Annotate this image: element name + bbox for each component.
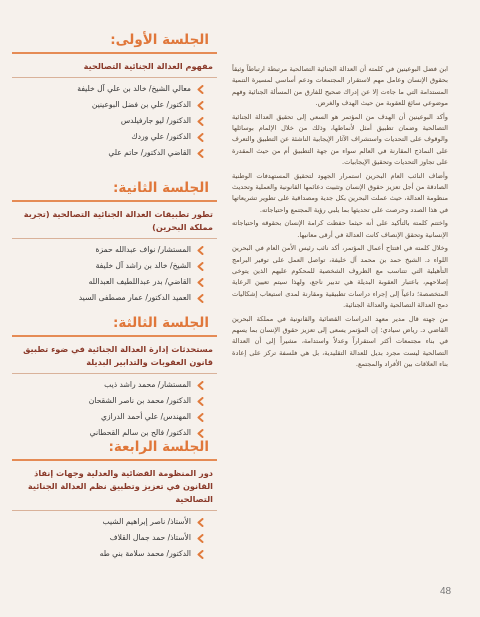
speaker-item [12,82,205,98]
speaker-name: الدكتور/ علي وردك [131,132,191,141]
topic-divider [12,77,217,78]
speaker-item [12,547,205,563]
speaker-item [12,243,205,259]
session-title: الجلسة الرابعة: [108,439,209,455]
session-divider [12,335,217,337]
speaker-item [12,130,205,146]
chevron-icon [196,85,205,94]
speaker-item [12,259,205,275]
speaker-name: الدكتور/ محمد سلامة بني طه [99,549,191,558]
session-topic: دور المنظومة القضائية والعدلية وجهات إنفاذ القانون في تعزيز وتطبيق نظم العدالة الجنائية التصالحية [27,468,213,504]
session-divider [12,52,217,54]
body-paragraph: وأضاف النائب العام البحرين استمرار الجهود لتحقيق المستهدفات الوطنية الصادقة من أجل تعزيز حقوق الإنسان وتثبيت دعائمها القانونية والعملية وتحديث منظومة العدالة، حيث عملت البحرين بكل جدية ومصداقية على تطوير تشريعاتها في هذا الصدد وحرصت على تحديثها بما يلبي رؤية المجتمع واحتياجاته. [232,171,448,214]
chevron-icon [196,397,205,406]
speaker-name: الدكتور/ محمد بن ناصر الشقحان [88,396,191,405]
speaker-list [12,378,217,442]
speaker-name: الدكتور/ فالح بن سالم القحطاني [89,428,191,437]
speaker-item [12,98,205,114]
chevron-icon [196,381,205,390]
speaker-name: المستشار/ نواف عبدالله حمزة [95,245,191,254]
speaker-name: الدكتور/ علي بن فضل البوعينين [91,100,191,109]
speaker-name: المهندس/ علي أحمد الدرازي [100,412,191,421]
chevron-icon [196,149,205,158]
chevron-icon [196,262,205,271]
topic-divider [12,510,217,511]
chevron-icon [196,534,205,543]
speaker-item [12,515,205,531]
speaker-item [12,275,205,291]
sessions-column [12,30,217,560]
session-4 [12,437,217,563]
body-paragraph: وخلال كلمته في افتتاح أعمال المؤتمر، أكد نائب رئيس الأمن العام في البحرين اللواء د. الشيخ حمد بن محمد آل خليفة، تواصل العمل على توفير البرامج التأهيلية التي تتناسب مع الظروف الشخصية للمحكوم عليهم الذين يتوخى إصلاحهم، باعتبار العقوبة البديلة هي تدبير ناجع، ولهذا سيتم تعيين الرعاية المتخصصة؛ داعياً إلى إجراء دراسات تطبيقية ومقارنة لمدى استيعاب إشكاليات دمج العدالة التصالحية والعدالة الجنائية. [232,244,448,310]
article-body [232,64,448,544]
topic-divider [12,373,217,374]
speaker-item [12,146,205,162]
speaker-name: القاضي الدكتور/ حاتم علي [108,148,191,157]
session-title: الجلسة الثالثة: [112,315,209,331]
speaker-list [12,82,217,162]
page-number: 48 [440,586,452,597]
speaker-name: القاضي/ بدر عبداللطيف العبدالله [88,277,191,286]
session-2 [12,178,217,307]
body-paragraph: ابن فضل البوعينين في كلمته أن العدالة الجنائية التصالحية مرتبطة ارتباطاً وثيقاً بحقوق الإنسان وعامل مهم لاستقرار المجتمعات ودعم أساسي لمسيرة التنمية المستدامة التي ما جاءت إلا عن إدراك صحيح للفارق من المسألة الجنائية وفهم موضوعي سائغ للعقوبة من حيث الهدف والغرض. [232,65,448,108]
speaker-name: الشيخ/ خالد بن راشد آل خليفة [95,261,191,270]
body-paragraph: وأكد البوعينين أن الهدف من المؤتمر هو السعي إلى تحقيق العدالة الجنائية التصالحية وضمان تطبيق أمثل لأنماطها، وذلك من خلال الإلمام بوسائلها والوقوف على التحديات واستشراف الآثار الإيجابية الناشئة عن التطبيق والتعرف على النماذج المقارنة في العالم سواء من جهة التطبيق أم من حيث المقدرة على تجاوز التحديات وتحقيق الإيجابيات. [232,112,448,167]
speaker-name: المستشار/ محمد راشد ذيب [104,380,191,389]
chevron-icon [196,101,205,110]
session-3 [12,313,217,442]
chevron-icon [196,413,205,422]
session-topic: مفهوم العدالة الجنائية التصالحية [83,61,213,71]
speaker-item [12,378,205,394]
speaker-item [12,114,205,130]
session-title: الجلسة الأولى: [110,32,209,48]
speaker-item [12,394,205,410]
session-divider [12,459,217,461]
chevron-icon [196,294,205,303]
chevron-icon [196,278,205,287]
topic-divider [12,238,217,239]
speaker-item [12,410,205,426]
speaker-list [12,243,217,307]
chevron-icon [196,246,205,255]
session-1 [12,30,217,162]
speaker-name: الأستاذ/ ناصر إبراهيم الشيب [102,517,191,526]
speaker-name: الأستاذ/ حمد جمال القلاف [109,533,191,542]
chevron-icon [196,117,205,126]
speaker-item [12,291,205,307]
speaker-item [12,531,205,547]
speaker-name: العميد الدكتور/ عمار مصطفى السيد [78,293,191,302]
speaker-name: الدكتور/ ليو جارفيلدس [120,116,191,125]
session-divider [12,200,217,202]
session-title: الجلسة الثانية: [112,180,209,196]
chevron-icon [196,518,205,527]
speaker-name: معالي الشيخ/ خالد بن علي آل خليفة [77,84,191,93]
body-paragraph: من جهته قال مدير معهد الدراسات القضائية والقانونية في مملكة البحرين القاضي د. رياض سيادي: إن المؤتمر يسعى إلى تعزيز حقوق الإنسان بما يسهم في بناء مجتمعات أكثر استقراراً وعدلاً واستدامة، مشيراً إلى أن العدالة التصالحية ليست مجرد بديل للعدالة التقليدية، بل هي فلسفة تركز على إعادة بناء العلاقات بين الأفراد والمجتمع. [232,314,448,369]
session-topic: تطور تطبيقات العدالة الجنائية التصالحية (تجربة مملكة البحرين) [23,209,213,232]
session-topic: مستحدثات إدارة العدالة الجنائية في ضوء تطبيق قانون العقوبات والتدابير البديلة [23,344,213,367]
chevron-icon [196,133,205,142]
speaker-list [12,515,217,563]
chevron-icon [196,550,205,559]
body-paragraph: واختتم كلمته بالتأكيد على أنه حيثما حفظت كرامة الإنسان بحقوقه واحتياجاته الإنسانية وتحقق الإنصاف كانت العدالة في أرقى معانيها. [232,219,448,239]
